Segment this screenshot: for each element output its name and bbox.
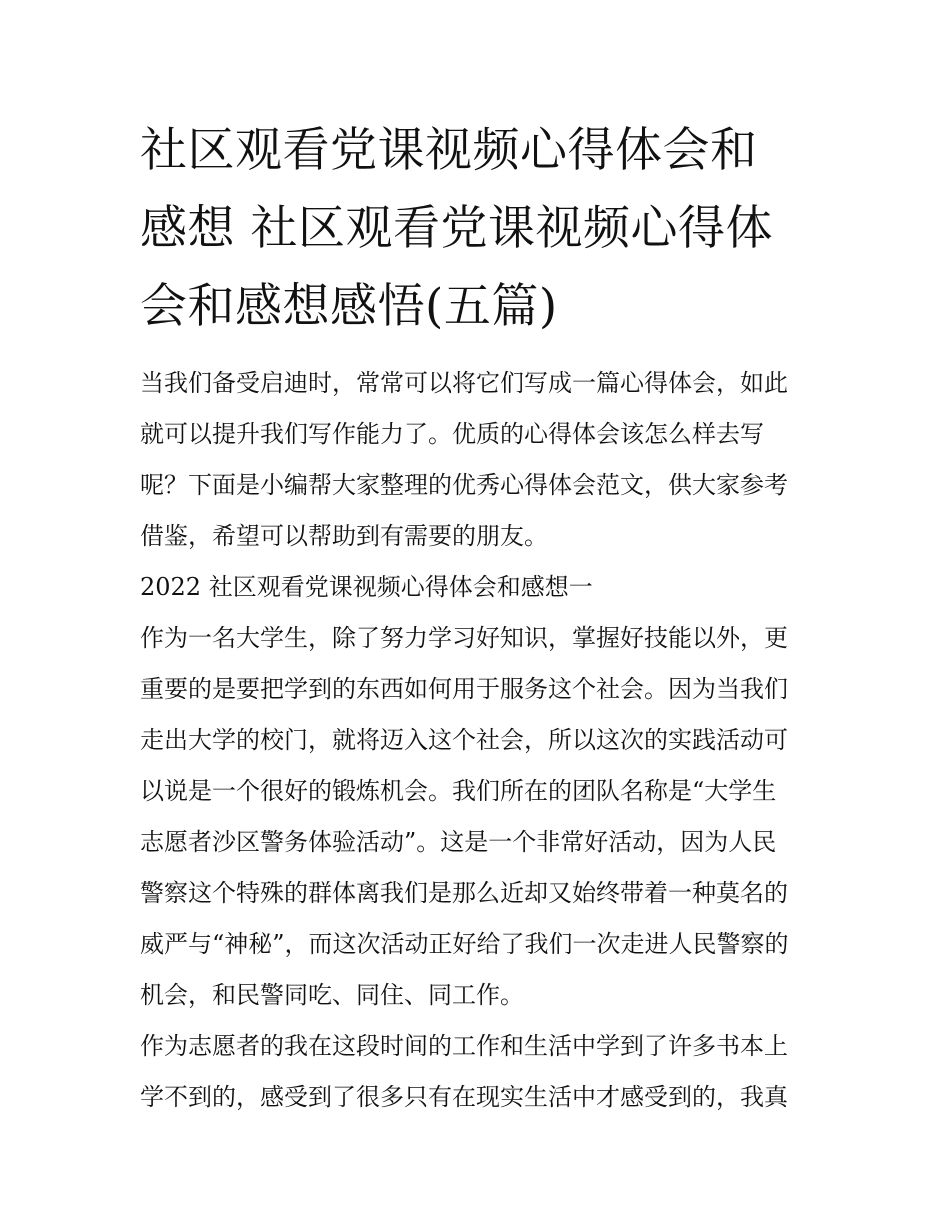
intro-line: 借鉴，希望可以帮助到有需要的朋友。 [140,522,548,550]
body-line: 学不到的，感受到了很多只有在现实生活中才感受到的，我真 [140,1083,788,1111]
body-paragraph-1 [140,613,812,1021]
body-line: 重要的是要把学到的东西如何用于服务这个社会。因为当我们 [140,675,788,703]
intro-line: 呢？下面是小编帮大家整理的优秀心得体会范文，供大家参考 [140,471,788,499]
body-line: 作为一名大学生，除了努力学习好知识，掌握好技能以外，更 [140,624,788,652]
body-line: 警察这个特殊的群体离我们是那么近却又始终带着一种莫名的 [140,879,788,907]
title-line: 会和感想感悟(五篇) [140,279,558,334]
document-title [140,112,812,346]
title-line: 社区观看党课视频心得体会和 [140,123,758,178]
intro-paragraph [140,358,812,562]
body-line: 威严与“神秘”，而这次活动正好给了我们一次走进人民警察的 [140,930,789,958]
body-line: 走出大学的校门，就将迈入这个社会，所以这次的实践活动可 [140,726,788,754]
section-heading [140,562,812,613]
intro-line: 当我们备受启迪时，常常可以将它们写成一篇心得体会，如此 [140,369,788,397]
body-paragraph-2 [140,1021,812,1123]
body-line: 机会，和民警同吃、同住、同工作。 [140,981,524,1009]
body-line: 作为志愿者的我在这段时间的工作和生活中学到了许多书本上 [140,1032,788,1060]
intro-line: 就可以提升我们写作能力了。优质的心得体会该怎么样去写 [140,420,764,448]
title-line: 感想 社区观看党课视频心得体 [140,201,773,256]
document-page [140,112,812,1123]
body-line: 志愿者沙区警务体验活动”。这是一个非常好活动，因为人民 [140,828,777,856]
body-line: 以说是一个很好的锻炼机会。我们所在的团队名称是“大学生 [140,777,777,805]
section-heading-text: 2022 社区观看党课视频心得体会和感想一 [140,573,593,601]
